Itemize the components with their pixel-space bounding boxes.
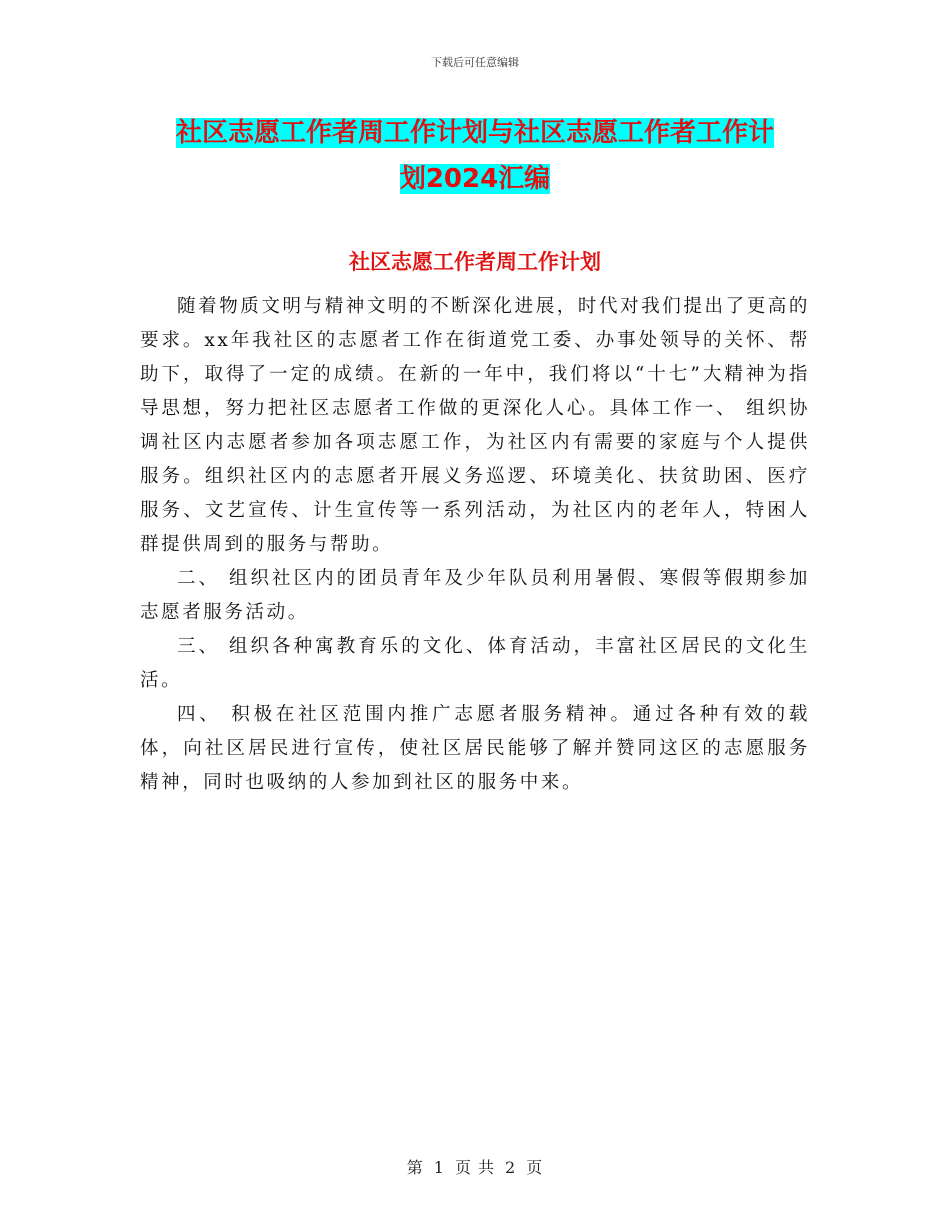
page-prefix: 第 — [406, 1158, 424, 1177]
document-title-line-2: 划2024汇编 — [399, 164, 551, 194]
body-paragraph: 三、 组织各种寓教育乐的文化、体育活动，丰富社区居民的文化生活。 — [140, 636, 810, 691]
header-note: 下载后可任意编辑 — [431, 56, 519, 69]
document-title-line-1: 社区志愿工作者周工作计划与社区志愿工作者工作计 — [175, 118, 774, 148]
page-suffix: 页 — [526, 1158, 544, 1177]
document-title — [140, 110, 810, 202]
page-footer — [0, 1155, 950, 1178]
body-paragraph: 四、 积极在社区范围内推广志愿者服务精神。通过各种有效的载体，向社区居民进行宣传，使社区居民能够了解并赞同这区的志愿服务精神，同时也吸纳的人参加到社区的服务中来。 — [140, 704, 810, 793]
body-paragraph: 随着物质文明与精神文明的不断深化进展，时代对我们提出了更高的要求。xx年我社区的志愿者工作在街道党工委、办事处领导的关怀、帮助下，取得了一定的成绩。在新的一年中，我们将以“十七”大精神为指导思想，努力把社区志愿者工作做的更深化人心。具体工作一、 组织协调社区内志愿者参加各项志愿工作，为社区内有需要的家庭与个人提供服务。组织社区内的志愿者开展义务巡逻、环境美化、扶贫助困、医疗服务、文艺宣传、计生宣传等一系列活动，为社区内的老年人，特困人群提供周到的服务与帮助。 — [140, 296, 811, 555]
body-paragraph: 二、 组织社区内的团员青年及少年队员利用暑假、寒假等假期参加志愿者服务活动。 — [140, 568, 810, 623]
document-body — [140, 290, 810, 800]
current-page-number: 1 — [433, 1158, 445, 1177]
section-title: 社区志愿工作者周工作计划 — [349, 250, 601, 274]
page-mid: 页 共 — [454, 1158, 496, 1177]
total-page-number: 2 — [505, 1158, 517, 1177]
